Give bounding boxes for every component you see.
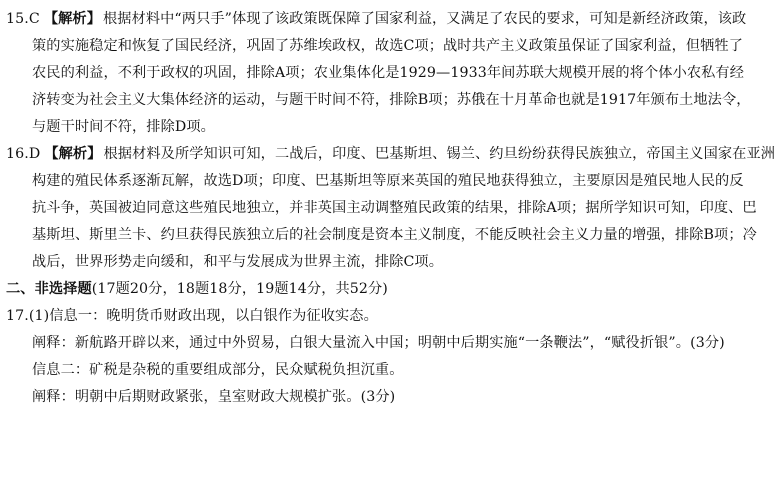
q16-text-2: 构建的殖民体系逐渐瓦解，故选D项；印度、巴基斯坦等原来英国的殖民地获得独立，主要原因是殖民地人民的反	[32, 173, 744, 189]
q17-line-2	[6, 330, 725, 357]
q15-text-2: 策的实施稳定和恢复了国民经济，巩固了苏维埃政权，故选C项；战时共产主义政策虽保证了国家利益，但牺牲了	[32, 38, 744, 54]
q17-line-4	[6, 384, 682, 411]
q15-text-3: 农民的利益，不利于政权的巩固，排除A项；农业集体化是1929—1933年间苏联大规模开展的将个体小农私有经	[32, 65, 745, 81]
q16-text-3: 抗斗争，英国被迫同意这些殖民地独立，并非英国主动调整殖民政策的结果，排除A项；据所学知识可知，印度、巴	[32, 200, 757, 216]
q17-explanation-1: 阐释：新航路开辟以来，通过中外贸易，白银大量流入中国；明朝中后期实施“一条鞭法”，“赋役折银”。(3分)	[32, 335, 725, 351]
section-2-heading	[6, 276, 682, 303]
q16-line-2	[6, 168, 744, 195]
q15-line-5	[6, 114, 682, 141]
q16-line-1	[6, 141, 775, 168]
q17-line-3	[6, 357, 682, 384]
q16-number: 16.D	[6, 146, 41, 162]
q15-line-3	[6, 60, 745, 87]
q17-info-1: 17.(1)信息一：晚明货币财政出现，以白银作为征收实态。	[6, 308, 378, 324]
q15-number: 15.C	[6, 11, 40, 27]
q15-line-4	[6, 87, 751, 114]
q15-line-2	[6, 33, 744, 60]
section-2-score-note: (17题20分，18题18分，19题14分，共52分)	[91, 281, 388, 297]
q16-analysis-tag: 【解析】	[44, 146, 102, 162]
q15-line-1	[6, 6, 747, 33]
q15-text-5: 与题干时间不符，排除D项。	[32, 119, 215, 135]
q16-text-4: 基斯坦、斯里兰卡、约旦获得民族独立后的社会制度是资本主义制度，不能反映社会主义力量的增强，排除B项；冷	[32, 227, 757, 243]
q16-text-1: 根据材料及所学知识可知，二战后，印度、巴基斯坦、锡兰、约旦纷纷获得民族独立，帝国主义国家在亚洲	[103, 146, 775, 162]
section-2-title: 二、非选择题	[6, 281, 92, 297]
q17-explanation-2: 阐释：明朝中后期财政紧张，皇室财政大规模扩张。(3分)	[32, 389, 396, 405]
q16-line-4	[6, 222, 757, 249]
q16-line-5	[6, 249, 682, 276]
q16-text-5: 战后，世界形势走向缓和，和平与发展成为世界主流，排除C项。	[32, 254, 444, 270]
q15-analysis-tag: 【解析】	[43, 11, 101, 27]
q15-text-1: 根据材料中“两只手”体现了该政策既保障了国家利益，又满足了农民的要求，可知是新经济政策，该政	[102, 11, 747, 27]
q17-info-2: 信息二：矿税是杂税的重要组成部分，民众赋税负担沉重。	[32, 362, 404, 378]
q16-line-3	[6, 195, 757, 222]
q17-line-1	[6, 303, 682, 330]
q15-text-4: 济转变为社会主义大集体经济的运动，与题干时间不符，排除B项；苏俄在十月革命也就是1917年颁布土地法令，	[32, 92, 751, 108]
